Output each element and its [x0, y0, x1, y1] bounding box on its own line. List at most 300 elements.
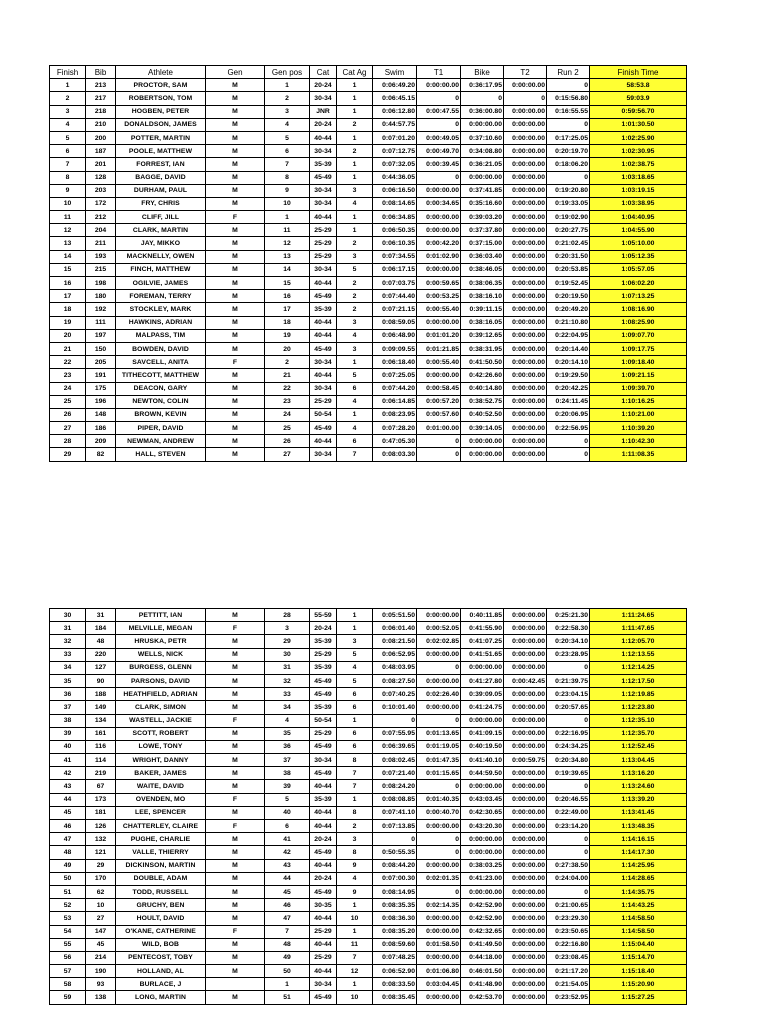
cell-cat-ag: 9: [337, 859, 373, 872]
cell-run2: 0: [547, 171, 590, 184]
cell-run2: 0:27:38.50: [547, 859, 590, 872]
table-row: [50, 356, 687, 369]
cell-run2: 0:22:04.95: [547, 329, 590, 342]
cell-cat: 20-24: [310, 79, 337, 92]
cell-swim: 0:08:59.60: [373, 938, 417, 951]
cell-finish-time: 1:15:27.25: [590, 991, 687, 1004]
cell-finish: 6: [50, 145, 86, 158]
cell-athlete: TODD, RUSSELL: [116, 885, 206, 898]
cell-cat-ag: 3: [337, 316, 373, 329]
cell-cat-ag: 1: [337, 356, 373, 369]
cell-cat-ag: 1: [337, 131, 373, 144]
cell-swim: 0:08:08.85: [373, 793, 417, 806]
cell-athlete: JAY, MIKKO: [116, 237, 206, 250]
cell-athlete: CLIFF, JILL: [116, 211, 206, 224]
cell-t2: 0:00:00.00: [504, 369, 547, 382]
results-body-top: [50, 79, 687, 461]
cell-cat: 25-29: [310, 224, 337, 237]
cell-athlete: STOCKLEY, MARK: [116, 303, 206, 316]
cell-bike: 0:00:00.00: [461, 448, 504, 461]
cell-finish: 35: [50, 674, 86, 687]
cell-finish-time: 1:13:24.60: [590, 780, 687, 793]
cell-finish-time: 1:12:14.25: [590, 661, 687, 674]
cell-bike: 0:42:26.60: [461, 369, 504, 382]
cell-cat: 55-59: [310, 609, 337, 622]
cell-t1: 0:00:00.00: [417, 701, 461, 714]
cell-run2: 0:20:06.95: [547, 408, 590, 421]
cell-t2: 0:00:00.00: [504, 885, 547, 898]
cell-finish-time: 1:13:48.35: [590, 820, 687, 833]
cell-bib: 82: [86, 448, 116, 461]
cell-cat: 50-54: [310, 714, 337, 727]
table-row: [50, 342, 687, 355]
cell-bib: 114: [86, 754, 116, 767]
table-row: [50, 872, 687, 885]
cell-cat-ag: 1: [337, 609, 373, 622]
cell-bike: 0:40:14.80: [461, 382, 504, 395]
cell-gen-pos: 8: [265, 171, 310, 184]
cell-finish: 29: [50, 448, 86, 461]
cell-swim: 0:07:34.55: [373, 250, 417, 263]
cell-t1: 0:00:49.05: [417, 131, 461, 144]
cell-swim: 0:06:14.85: [373, 395, 417, 408]
cell-athlete: DEACON, GARY: [116, 382, 206, 395]
cell-cat-ag: 1: [337, 92, 373, 105]
cell-finish-time: 1:13:39.20: [590, 793, 687, 806]
cell-t1: 0:00:00.00: [417, 79, 461, 92]
cell-t2: 0:00:00.00: [504, 688, 547, 701]
cell-bike: 0:42:32.65: [461, 925, 504, 938]
cell-gen-pos: 1: [265, 79, 310, 92]
cell-t2: 0:00:00.00: [504, 925, 547, 938]
cell-cat: 40-44: [310, 820, 337, 833]
cell-finish-time: 1:05:57.05: [590, 263, 687, 276]
cell-t1: 0:00:00.00: [417, 912, 461, 925]
cell-finish-time: 1:09:07.70: [590, 329, 687, 342]
cell-cat: 20-24: [310, 118, 337, 131]
cell-bike: 0:38:52.75: [461, 395, 504, 408]
cell-finish: 26: [50, 408, 86, 421]
cell-cat: 45-49: [310, 171, 337, 184]
cell-cat-ag: 6: [337, 740, 373, 753]
cell-swim: 0:06:16.50: [373, 184, 417, 197]
cell-run2: 0:25:21.30: [547, 609, 590, 622]
cell-cat-ag: 5: [337, 369, 373, 382]
cell-finish-time: 1:06:02.20: [590, 277, 687, 290]
cell-gen: M: [206, 938, 265, 951]
cell-finish-time: 1:15:14.70: [590, 951, 687, 964]
cell-swim: 0:07:13.85: [373, 820, 417, 833]
cell-athlete: DONALDSON, JAMES: [116, 118, 206, 131]
cell-cat: 30-34: [310, 263, 337, 276]
cell-finish: 38: [50, 714, 86, 727]
cell-t2: 0:00:00.00: [504, 158, 547, 171]
cell-finish-time: 1:14:28.65: [590, 872, 687, 885]
cell-t2: 0:00:00.00: [504, 118, 547, 131]
cell-t1: 0:00:34.65: [417, 197, 461, 210]
cell-cat: 30-34: [310, 184, 337, 197]
cell-t1: 0:01:00.00: [417, 422, 461, 435]
table-row: [50, 885, 687, 898]
cell-cat-ag: 1: [337, 158, 373, 171]
cell-cat: 45-49: [310, 846, 337, 859]
table-row: [50, 263, 687, 276]
cell-gen: M: [206, 754, 265, 767]
cell-bike: 0:00:00.00: [461, 780, 504, 793]
cell-gen: M: [206, 701, 265, 714]
cell-swim: 0:48:03.95: [373, 661, 417, 674]
cell-t1: 0:00:53.25: [417, 290, 461, 303]
cell-gen: M: [206, 118, 265, 131]
cell-finish: 23: [50, 369, 86, 382]
table-row: [50, 846, 687, 859]
cell-gen: M: [206, 369, 265, 382]
cell-finish: 10: [50, 197, 86, 210]
cell-run2: 0: [547, 448, 590, 461]
cell-gen: M: [206, 661, 265, 674]
cell-cat-ag: 10: [337, 991, 373, 1004]
cell-t1: 0:00:00.00: [417, 369, 461, 382]
cell-gen: M: [206, 806, 265, 819]
cell-bib: 209: [86, 435, 116, 448]
cell-t2: 0:00:00.00: [504, 277, 547, 290]
table-row: [50, 211, 687, 224]
cell-finish: 1: [50, 79, 86, 92]
cell-cat-ag: 7: [337, 448, 373, 461]
cell-cat-ag: 1: [337, 978, 373, 991]
cell-cat-ag: 4: [337, 329, 373, 342]
cell-bib: 219: [86, 767, 116, 780]
cell-t1: 0:02:02.85: [417, 635, 461, 648]
table-row: [50, 951, 687, 964]
cell-gen-pos: 19: [265, 329, 310, 342]
cell-athlete: CLARK, MARTIN: [116, 224, 206, 237]
cell-bib: 128: [86, 171, 116, 184]
cell-finish: 39: [50, 727, 86, 740]
cell-cat-ag: 4: [337, 422, 373, 435]
cell-finish-time: 1:09:39.70: [590, 382, 687, 395]
cell-bike: 0:39:03.20: [461, 211, 504, 224]
cell-finish: 21: [50, 342, 86, 355]
cell-cat-ag: 4: [337, 661, 373, 674]
cell-run2: 0:19:52.45: [547, 277, 590, 290]
cell-swim: 0:47:05.30: [373, 435, 417, 448]
cell-swim: 0:06:48.90: [373, 329, 417, 342]
cell-bib: 180: [86, 290, 116, 303]
cell-gen-pos: 51: [265, 991, 310, 1004]
cell-finish: 3: [50, 105, 86, 118]
cell-cat-ag: 1: [337, 793, 373, 806]
cell-athlete: FOREMAN, TERRY: [116, 290, 206, 303]
cell-cat: 25-29: [310, 250, 337, 263]
cell-cat-ag: 8: [337, 806, 373, 819]
cell-athlete: WASTELL, JACKIE: [116, 714, 206, 727]
cell-run2: 0:20:19.70: [547, 145, 590, 158]
col-header-cat: Cat: [310, 66, 337, 79]
cell-bike: 0:39:14.05: [461, 422, 504, 435]
table-row: [50, 158, 687, 171]
cell-gen-pos: 13: [265, 250, 310, 263]
cell-t2: 0:00:00.00: [504, 395, 547, 408]
cell-finish: 59: [50, 991, 86, 1004]
cell-cat: 45-49: [310, 991, 337, 1004]
cell-bike: 0:42:52.90: [461, 912, 504, 925]
cell-finish-time: 1:12:52.45: [590, 740, 687, 753]
cell-gen: M: [206, 158, 265, 171]
cell-cat-ag: 2: [337, 820, 373, 833]
table-row: [50, 609, 687, 622]
cell-bib: 116: [86, 740, 116, 753]
table-row: [50, 754, 687, 767]
cell-t2: 0:00:00.00: [504, 991, 547, 1004]
cell-gen-pos: 14: [265, 263, 310, 276]
cell-bike: 0:37:41.85: [461, 184, 504, 197]
cell-swim: 0:08:27.50: [373, 674, 417, 687]
cell-bib: 172: [86, 197, 116, 210]
cell-athlete: DICKINSON, MARTIN: [116, 859, 206, 872]
cell-finish-time: 1:09:17.75: [590, 342, 687, 355]
cell-gen: M: [206, 727, 265, 740]
cell-swim: 0:06:49.20: [373, 79, 417, 92]
table-row: [50, 290, 687, 303]
cell-bib: 148: [86, 408, 116, 421]
cell-finish-time: 1:11:47.65: [590, 622, 687, 635]
cell-gen-pos: 6: [265, 820, 310, 833]
cell-gen-pos: 1: [265, 211, 310, 224]
cell-gen-pos: 21: [265, 369, 310, 382]
cell-athlete: POOLE, MATTHEW: [116, 145, 206, 158]
cell-t2: 0:00:00.00: [504, 951, 547, 964]
cell-t1: 0: [417, 171, 461, 184]
cell-cat: 40-44: [310, 780, 337, 793]
cell-cat: 30-34: [310, 92, 337, 105]
cell-cat-ag: 3: [337, 184, 373, 197]
cell-t1: 0:01:40.35: [417, 793, 461, 806]
cell-finish: 51: [50, 885, 86, 898]
cell-t2: 0:00:00.00: [504, 263, 547, 276]
cell-bike: 0:41:27.80: [461, 674, 504, 687]
cell-run2: 0: [547, 435, 590, 448]
cell-swim: 0:06:39.65: [373, 740, 417, 753]
cell-t2: 0:00:00.00: [504, 635, 547, 648]
cell-t2: 0:00:00.00: [504, 661, 547, 674]
cell-run2: 0: [547, 714, 590, 727]
table-row: [50, 899, 687, 912]
cell-cat: 40-44: [310, 329, 337, 342]
cell-finish: 53: [50, 912, 86, 925]
cell-swim: 0:08:02.45: [373, 754, 417, 767]
cell-cat: 25-29: [310, 727, 337, 740]
cell-finish: 41: [50, 754, 86, 767]
cell-cat-ag: 12: [337, 965, 373, 978]
cell-bike: 0:37:37.80: [461, 224, 504, 237]
table-row: [50, 197, 687, 210]
cell-finish: 49: [50, 859, 86, 872]
cell-run2: 0:23:14.20: [547, 820, 590, 833]
cell-athlete: HOGBEN, PETER: [116, 105, 206, 118]
cell-bib: 201: [86, 158, 116, 171]
cell-cat: 45-49: [310, 342, 337, 355]
cell-swim: 0:44:57.75: [373, 118, 417, 131]
cell-finish-time: 1:10:42.30: [590, 435, 687, 448]
cell-athlete: BAKER, JAMES: [116, 767, 206, 780]
cell-run2: 0:21:39.75: [547, 674, 590, 687]
cell-run2: 0:23:28.95: [547, 648, 590, 661]
cell-bib: 67: [86, 780, 116, 793]
cell-cat-ag: 3: [337, 635, 373, 648]
cell-bike: 0:40:11.85: [461, 609, 504, 622]
cell-gen: M: [206, 263, 265, 276]
cell-run2: 0:19:33.05: [547, 197, 590, 210]
cell-gen: M: [206, 105, 265, 118]
table-row: [50, 329, 687, 342]
cell-run2: 0:18:06.20: [547, 158, 590, 171]
table-row: [50, 435, 687, 448]
cell-bike: 0:37:15.00: [461, 237, 504, 250]
cell-bib: 161: [86, 727, 116, 740]
cell-gen-pos: 34: [265, 701, 310, 714]
cell-t1: 0:01:02.90: [417, 250, 461, 263]
cell-gen: M: [206, 92, 265, 105]
cell-bike: 0:44:59.50: [461, 767, 504, 780]
cell-cat-ag: 3: [337, 250, 373, 263]
cell-finish-time: 1:04:40.95: [590, 211, 687, 224]
cell-gen-pos: 27: [265, 448, 310, 461]
cell-cat-ag: 1: [337, 899, 373, 912]
cell-t2: 0:00:00.00: [504, 622, 547, 635]
cell-gen-pos: 1: [265, 978, 310, 991]
cell-gen-pos: 32: [265, 674, 310, 687]
cell-finish: 40: [50, 740, 86, 753]
cell-gen: M: [206, 184, 265, 197]
cell-cat: 35-39: [310, 303, 337, 316]
col-header-bib: Bib: [86, 66, 116, 79]
cell-bike: 0:36:03.40: [461, 250, 504, 263]
cell-t2: 0:00:00.00: [504, 846, 547, 859]
cell-finish: 4: [50, 118, 86, 131]
cell-bike: 0:41:51.65: [461, 648, 504, 661]
col-header-t2: T2: [504, 66, 547, 79]
cell-athlete: WILD, BOB: [116, 938, 206, 951]
cell-athlete: NEWTON, COLIN: [116, 395, 206, 408]
cell-bike: 0:41:23.00: [461, 872, 504, 885]
table-row: [50, 991, 687, 1004]
cell-cat-ag: 6: [337, 382, 373, 395]
cell-gen: M: [206, 145, 265, 158]
cell-bike: 0:38:16.05: [461, 316, 504, 329]
cell-gen-pos: 28: [265, 609, 310, 622]
cell-run2: 0:22:16.80: [547, 938, 590, 951]
cell-bib: 198: [86, 277, 116, 290]
cell-gen: M: [206, 740, 265, 753]
cell-cat: 30-34: [310, 978, 337, 991]
cell-bike: 0:00:00.00: [461, 833, 504, 846]
table-row: [50, 131, 687, 144]
cell-cat-ag: 2: [337, 277, 373, 290]
cell-gen: M: [206, 329, 265, 342]
cell-athlete: WAITE, DAVID: [116, 780, 206, 793]
cell-cat-ag: 10: [337, 912, 373, 925]
cell-swim: 0:06:17.15: [373, 263, 417, 276]
cell-gen-pos: 29: [265, 635, 310, 648]
cell-t2: 0:00:00.00: [504, 171, 547, 184]
cell-run2: 0:21:10.80: [547, 316, 590, 329]
cell-bib: 149: [86, 701, 116, 714]
cell-t1: 0:00:00.00: [417, 316, 461, 329]
cell-t1: 0:00:57.20: [417, 395, 461, 408]
cell-t1: 0:00:00.00: [417, 184, 461, 197]
cell-finish-time: 1:02:25.90: [590, 131, 687, 144]
cell-cat: 40-44: [310, 316, 337, 329]
col-header-cat-ag: Cat Ag: [337, 66, 373, 79]
cell-bike: 0:00:00.00: [461, 118, 504, 131]
cell-bike: 0:41:09.15: [461, 727, 504, 740]
cell-finish: 9: [50, 184, 86, 197]
cell-t2: 0:00:00.00: [504, 806, 547, 819]
cell-bike: 0:41:40.10: [461, 754, 504, 767]
cell-t2: 0:00:00.00: [504, 184, 547, 197]
cell-gen: F: [206, 793, 265, 806]
cell-swim: 0:07:21.15: [373, 303, 417, 316]
cell-finish: 20: [50, 329, 86, 342]
cell-swim: 0:06:52.90: [373, 965, 417, 978]
cell-finish: 24: [50, 382, 86, 395]
cell-run2: 0: [547, 118, 590, 131]
cell-bib: 150: [86, 342, 116, 355]
table-row: [50, 912, 687, 925]
cell-t2: 0:00:00.00: [504, 250, 547, 263]
cell-bike: 0:39:09.05: [461, 688, 504, 701]
cell-gen: M: [206, 382, 265, 395]
cell-finish: 16: [50, 277, 86, 290]
cell-finish-time: 1:14:17.30: [590, 846, 687, 859]
cell-athlete: PENTECOST, TOBY: [116, 951, 206, 964]
cell-bike: 0:00:00.00: [461, 846, 504, 859]
cell-bike: 0:43:03.45: [461, 793, 504, 806]
cell-gen: F: [206, 820, 265, 833]
cell-t2: 0:00:00.00: [504, 422, 547, 435]
cell-finish: 58: [50, 978, 86, 991]
table-row: [50, 448, 687, 461]
cell-finish: 27: [50, 422, 86, 435]
cell-bike: 0:42:30.65: [461, 806, 504, 819]
cell-cat: 35-39: [310, 635, 337, 648]
table-row: [50, 688, 687, 701]
cell-athlete: VALLE, THIERRY: [116, 846, 206, 859]
cell-bib: 134: [86, 714, 116, 727]
cell-t1: 0:00:00.00: [417, 263, 461, 276]
cell-finish: 19: [50, 316, 86, 329]
cell-finish-time: 1:02:30.95: [590, 145, 687, 158]
cell-t1: 0: [417, 780, 461, 793]
cell-cat-ag: 7: [337, 767, 373, 780]
cell-finish: 31: [50, 622, 86, 635]
cell-cat-ag: 5: [337, 648, 373, 661]
cell-finish: 37: [50, 701, 86, 714]
cell-finish-time: 1:04:55.90: [590, 224, 687, 237]
cell-athlete: PROCTOR, SAM: [116, 79, 206, 92]
cell-finish-time: 1:12:13.55: [590, 648, 687, 661]
cell-finish: 28: [50, 435, 86, 448]
cell-athlete: CLARK, SIMON: [116, 701, 206, 714]
cell-t1: 0:01:58.50: [417, 938, 461, 951]
cell-finish-time: 1:10:21.00: [590, 408, 687, 421]
table-row: [50, 395, 687, 408]
cell-cat: 40-44: [310, 912, 337, 925]
cell-t2: 0:00:00.00: [504, 211, 547, 224]
cell-finish: 56: [50, 951, 86, 964]
cell-athlete: FRY, CHRIS: [116, 197, 206, 210]
